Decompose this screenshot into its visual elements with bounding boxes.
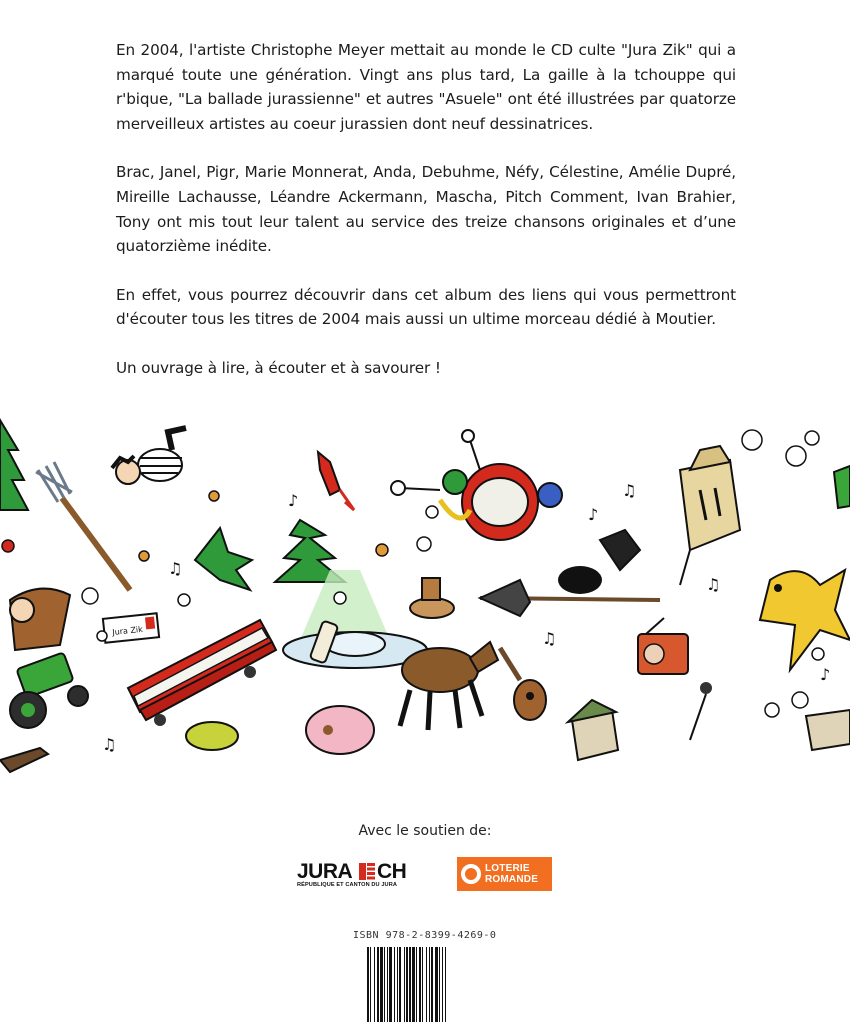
pine-tree-center <box>195 520 345 590</box>
loterie-line-1: LOTERIE <box>485 863 530 874</box>
barcode-bar <box>412 947 415 1022</box>
barcode-bar <box>377 947 379 1022</box>
barcode-bar <box>422 947 423 1022</box>
barcode-bar <box>404 947 405 1022</box>
jura-zik-sign <box>103 613 159 643</box>
witch-on-broom <box>480 530 660 616</box>
green-tractor <box>10 652 88 728</box>
microphone <box>690 682 712 740</box>
radio <box>638 618 688 674</box>
svg-text:♪: ♪ <box>288 491 299 510</box>
loterie-romande-logo <box>457 857 552 891</box>
isbn-number: ISBN 978-2-8399-4269-0 <box>353 930 497 941</box>
barcode-bar <box>367 947 369 1022</box>
barcode-bar <box>370 947 371 1022</box>
barcode-bar <box>397 947 398 1022</box>
brown-horse <box>400 642 498 730</box>
jester-drummer <box>391 430 562 540</box>
svg-text:♫: ♫ <box>168 559 183 578</box>
ch-logo-word: CH <box>377 860 407 883</box>
barcode-bar <box>406 947 408 1022</box>
church-tower <box>680 446 740 585</box>
pine-tree-left <box>0 420 28 510</box>
small-house <box>568 700 618 760</box>
blurb-paragraph-1: En 2004, l'artiste Christophe Meyer mettait au monde le CD culte "Jura Zik" qui a marqué toute une génération. Vingt ans plus tard, La gaille à la tchouppe qui r'bique, "La ballade jurassienne" et autres "Asuele" ont été illustrées par quatorze merveilleux artistes au coeur jurassien dont neuf dessinatrices. <box>116 41 736 133</box>
loterie-line-2: ROMANDE <box>485 874 539 885</box>
barcode-bar <box>380 947 383 1022</box>
support-label: Avec le soutien de: <box>358 823 492 839</box>
sign-label: Jura Zik <box>111 624 144 637</box>
red-rocket <box>318 452 354 510</box>
tree-branch <box>0 748 48 772</box>
barcode-bar <box>419 947 421 1022</box>
jura-logo-subtitle: RÉPUBLIQUE ET CANTON DU JURA <box>297 882 397 888</box>
falling-man-striped <box>112 428 186 484</box>
barcode-bar <box>399 947 401 1022</box>
svg-text:♫: ♫ <box>622 481 637 500</box>
jura-logo-word: JURA <box>297 860 353 883</box>
pitchfork <box>36 462 130 590</box>
barcode-bar <box>374 947 375 1022</box>
pink-pig <box>306 706 374 754</box>
blurb-paragraph-2: Brac, Janel, Pigr, Marie Monnerat, Anda, Debuhme, Néfy, Célestine, Amélie Dupré, Mireille Lachausse, Léandre Ackermann, Mascha, Pitch Comment, Ivan Brahier, Tony ont mis tout leur talent au service des treize chansons originales et d’une quatorzième inédite. <box>116 163 736 256</box>
republique-canton-jura-logo <box>297 861 427 891</box>
svg-text:♫: ♫ <box>706 575 721 594</box>
ufo <box>283 570 427 668</box>
barcode-bar <box>416 947 417 1022</box>
green-vehicle-right <box>834 466 850 508</box>
barcode-bar <box>384 947 385 1022</box>
bread-loaf <box>410 578 454 618</box>
svg-text:♫: ♫ <box>542 629 557 648</box>
svg-text:♫: ♫ <box>102 735 117 754</box>
barcode-bar <box>429 947 430 1022</box>
svg-text:♪: ♪ <box>820 665 831 684</box>
svg-text:♪: ♪ <box>588 505 599 524</box>
blurb-paragraph-3: En effet, vous pourrez découvrir dans cet album des liens qui vous permettront d'écouter tous les titres de 2004 mais aussi un ultime morceau dédié à Moutier. <box>116 285 736 329</box>
cartoon-illustration-band <box>0 410 850 790</box>
barcode-bar <box>409 947 411 1022</box>
monk-figure <box>10 589 70 650</box>
barcode <box>365 947 480 1022</box>
yellow-dragon <box>760 570 850 670</box>
barcode-bar <box>431 947 433 1022</box>
jura-flag-icon <box>359 863 375 880</box>
lily-pad <box>186 722 238 750</box>
barcode-bar <box>439 947 440 1022</box>
barcode-bar <box>389 947 392 1022</box>
barcode-bar <box>435 947 438 1022</box>
blurb-paragraph-4: Un ouvrage à lire, à écouter et à savourer ! <box>116 358 441 377</box>
barcode-bar <box>426 947 427 1022</box>
barcode-bar <box>442 947 443 1022</box>
small-apples <box>2 491 388 561</box>
barcode-bar <box>394 947 395 1022</box>
guitar <box>500 648 546 720</box>
back-cover-blurb <box>116 38 736 381</box>
barcode-bar <box>387 947 388 1022</box>
crate-right <box>806 710 850 750</box>
barcode-bar <box>445 947 446 1022</box>
loterie-ring-icon <box>461 864 481 884</box>
